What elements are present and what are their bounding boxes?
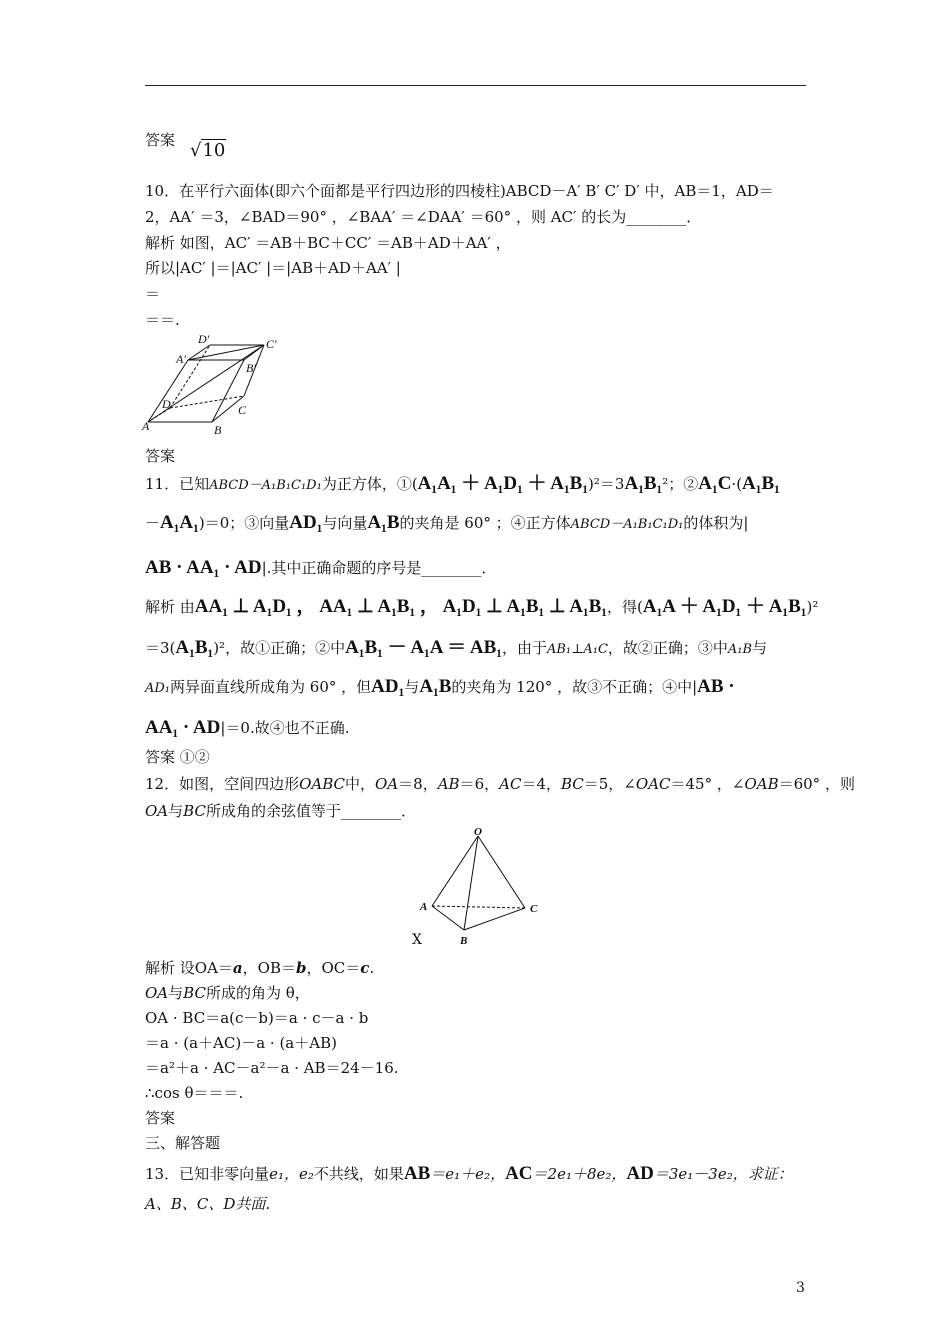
q12-text: ＝45° ，∠ — [670, 775, 745, 793]
q11-vector: A₁B₁ — [175, 637, 214, 658]
q11-l1-text: 为正方体，①( — [321, 475, 418, 493]
q12-solution-3: OA · BC＝a(c－b)＝a · c－a · b — [145, 1009, 369, 1027]
q10-solution-4: ＝＝. — [145, 311, 180, 329]
q11-l2-text: 的夹角是 60° ；④正方体 — [399, 514, 571, 532]
q12-text: ＝6， — [459, 775, 500, 793]
section-heading: 三、解答题 — [145, 1134, 221, 1152]
q11-l3-text: |.其中正确命题的序号是________． — [261, 559, 497, 577]
q11-cube-name: ABCD－A₁B₁C₁D₁ — [209, 478, 322, 493]
q12-text: 12．如图，空间四边形 — [145, 775, 300, 793]
q12-answer: 答案 — [145, 1109, 176, 1127]
q11-s4-text: |＝0.故④也不正确. — [220, 719, 350, 737]
q11-vector-product: AB · AA₁ · AD — [145, 557, 262, 578]
q11-line1 — [145, 474, 780, 496]
page-number: 3 — [796, 1280, 805, 1296]
q12-italic: AB — [437, 775, 460, 793]
q11-solution-4 — [145, 718, 350, 738]
q12-solution-5: ＝a²＋a · AC－a²－a · AB＝24－16. — [145, 1059, 399, 1077]
q12-italic: BC — [183, 984, 206, 1002]
q11-solution-3 — [145, 677, 735, 699]
q11-line-name: A₁B — [727, 642, 753, 657]
q13-expr: ＝e₁＋e₂， — [430, 1165, 506, 1183]
q13-text: 不共线，如果 — [313, 1165, 404, 1183]
q11-s1-text: ，得( — [607, 598, 643, 616]
q12-text: 所成角的余弦值等于________． — [205, 802, 416, 820]
q11-s3-text: 的夹角为 120° ，故③不正确；④中| — [451, 678, 698, 696]
tetrahedron-figure — [410, 826, 550, 950]
vector-b: b — [295, 959, 307, 977]
q11-s2-text: ＝3( — [145, 639, 176, 657]
parallelepiped-figure — [140, 330, 290, 440]
q11-vector: A₁B₁ — [742, 473, 780, 494]
header-rule — [145, 85, 806, 86]
q11-vector: A₁C — [698, 473, 732, 494]
vector-AC: AC — [505, 1163, 533, 1184]
q12-line2 — [145, 801, 416, 821]
q12-italic: BC — [183, 802, 206, 820]
q11-s2-text: ，故②正确；③中 — [607, 639, 728, 657]
q12-italic: BC — [560, 775, 584, 793]
q12-text: ＝4， — [521, 775, 561, 793]
q12-text: . — [369, 959, 375, 977]
q11-line2 — [145, 513, 748, 535]
label-D: D — [162, 397, 171, 411]
q11-l1-text: ²；② — [662, 475, 699, 493]
q12-italic: OA — [375, 775, 399, 793]
q11-cube-name: ABCD－A₁B₁C₁D₁ — [570, 517, 684, 532]
q9-answer-line — [145, 130, 175, 150]
q12-solution-6: ∴cos θ＝＝＝. — [145, 1084, 244, 1102]
figure-x-mark: X — [412, 932, 422, 948]
vector-a: a — [232, 959, 243, 977]
label-B: B — [460, 935, 468, 947]
label-D-prime: D′ — [198, 332, 210, 346]
q11-s3-text: 两异面直线所成角为 60° ，但 — [170, 678, 372, 696]
q9-answer-sqrt: √10 — [190, 140, 226, 161]
q12-text: 与 — [168, 984, 184, 1002]
q11-vector: AD₁ — [371, 676, 405, 697]
q12-text: ＝60° ，则 — [778, 775, 855, 793]
q10-line1: 10．在平行六面体(即六个面都是平行四边形的四棱柱)ABCD－A′ B′ C′ D′ 中，AB＝1，AD＝ — [145, 182, 774, 200]
q11-l2-text: )＝0；③向量 — [198, 514, 290, 532]
q10-answer: 答案 — [145, 447, 176, 465]
q12-text: 所成的角为 θ， — [205, 984, 310, 1002]
answer-label: 答案 — [145, 131, 176, 149]
q12-solution-1 — [145, 958, 374, 978]
label-A: A — [142, 419, 150, 433]
label-C-prime: C′ — [266, 337, 277, 351]
vector-AB: AB — [403, 1163, 431, 1184]
q11-l2-text: 与向量 — [322, 514, 368, 532]
q11-l1-text: ·( — [731, 475, 743, 493]
q11-s1-text: 解析 由 — [145, 598, 195, 616]
q13-line2: A、B、C、D共面. — [145, 1195, 271, 1213]
q12-italic: OAC — [635, 775, 671, 793]
q11-s2-text: ，由于 — [501, 639, 547, 657]
q12-text: ＝5，∠ — [583, 775, 636, 793]
vector-c: c — [360, 959, 370, 977]
label-A: A — [420, 901, 428, 913]
sqrt-value: 10 — [202, 140, 226, 161]
q12-italic: OA — [145, 802, 169, 820]
label-A-prime: A′ — [176, 352, 186, 366]
q12-text: ，OB＝ — [242, 959, 296, 977]
q12-italic: OA — [145, 984, 169, 1002]
q11-vector-sum: A₁A ＋ A₁D₁ ＋ A₁B₁ — [642, 596, 807, 617]
q11-vector: AB · — [697, 676, 735, 697]
q11-solution-2 — [145, 638, 767, 660]
q11-perp: AB₁⊥A₁C — [546, 642, 608, 657]
q13-expr: ＝2e₁＋8e₂， — [532, 1165, 627, 1183]
q12-solution-2 — [145, 983, 310, 1003]
q13-text: 13．已知非零向量 — [145, 1165, 270, 1183]
q12-italic: OAB — [744, 775, 779, 793]
q11-solution-1 — [145, 597, 818, 617]
q10-solution-2: 所以|AC′ |＝|AC′ |＝|AB＋AD＋AA′ | — [145, 259, 401, 277]
q10-line2: 2，AA′ ＝3，∠BAD＝90° ，∠BAA′ ＝∠DAA′ ＝60° ，则 AC′ 的长为________． — [145, 208, 702, 226]
q11-s2-text: 与 — [752, 639, 768, 657]
q11-vector: A₁B — [419, 676, 452, 697]
q12-line1 — [145, 774, 855, 794]
q13-expr: ＝3e₁－3e₂，求证： — [653, 1165, 793, 1183]
q12-text: 中， — [345, 775, 376, 793]
q11-vector-product: AA₁ · AD — [145, 717, 221, 738]
q12-text: ＝8， — [398, 775, 438, 793]
q11-l1-text: )²＝3 — [588, 475, 625, 493]
q12-italic: AC — [499, 775, 522, 793]
q12-italic: OABC — [299, 775, 346, 793]
label-B-prime: B′ — [246, 361, 256, 375]
q11-vector-eq: A₁B₁ － A₁A ＝ AB₁ — [345, 637, 502, 658]
label-O: O — [474, 826, 482, 838]
q11-line-name: AD₁ — [145, 681, 171, 696]
q11-s1-text: )² — [806, 598, 819, 616]
q11-vector: A₁A₁ — [160, 512, 199, 533]
q11-s2-text: )²，故①正确；②中 — [213, 639, 346, 657]
q11-vector-sum: A₁A₁ ＋ A₁D₁ ＋ A₁B₁ — [417, 473, 589, 494]
q13-line1 — [145, 1164, 793, 1184]
q12-text: ，OC＝ — [306, 959, 361, 977]
q12-solution-4: ＝a · (a＋AC)－a · (a＋AB) — [145, 1034, 337, 1052]
label-C: C — [530, 903, 538, 915]
q11-vector: A₁B — [367, 512, 400, 533]
q11-l1-text: 11．已知 — [145, 475, 210, 493]
vector-AD: AD — [626, 1163, 654, 1184]
q11-l2-text: 的体积为| — [683, 514, 749, 532]
q12-text: 解析 设OA＝ — [145, 959, 233, 977]
q12-text: 与 — [168, 802, 184, 820]
q11-vector: A₁B₁ — [624, 473, 663, 494]
q10-solution-3: ＝ — [145, 285, 161, 303]
q11-vector: AD₁ — [289, 512, 323, 533]
q13-vectors: e₁，e₂ — [269, 1165, 314, 1183]
q11-perp-relations: AA₁ ⊥ A₁D₁ ， AA₁ ⊥ A₁B₁ ， A₁D₁ ⊥ A₁B₁ ⊥ A₁B₁ — [194, 596, 608, 617]
q11-s3-text: 与 — [404, 678, 420, 696]
q11-line3 — [145, 558, 496, 578]
label-C: C — [238, 403, 247, 417]
q11-answer: 答案 ①② — [145, 748, 210, 766]
q10-solution-1: 解析 如图，AC′ ＝AB＋BC＋CC′ ＝AB＋AD＋AA′ ， — [145, 234, 511, 252]
label-B: B — [214, 423, 222, 437]
q11-l2-text: － — [145, 514, 161, 532]
